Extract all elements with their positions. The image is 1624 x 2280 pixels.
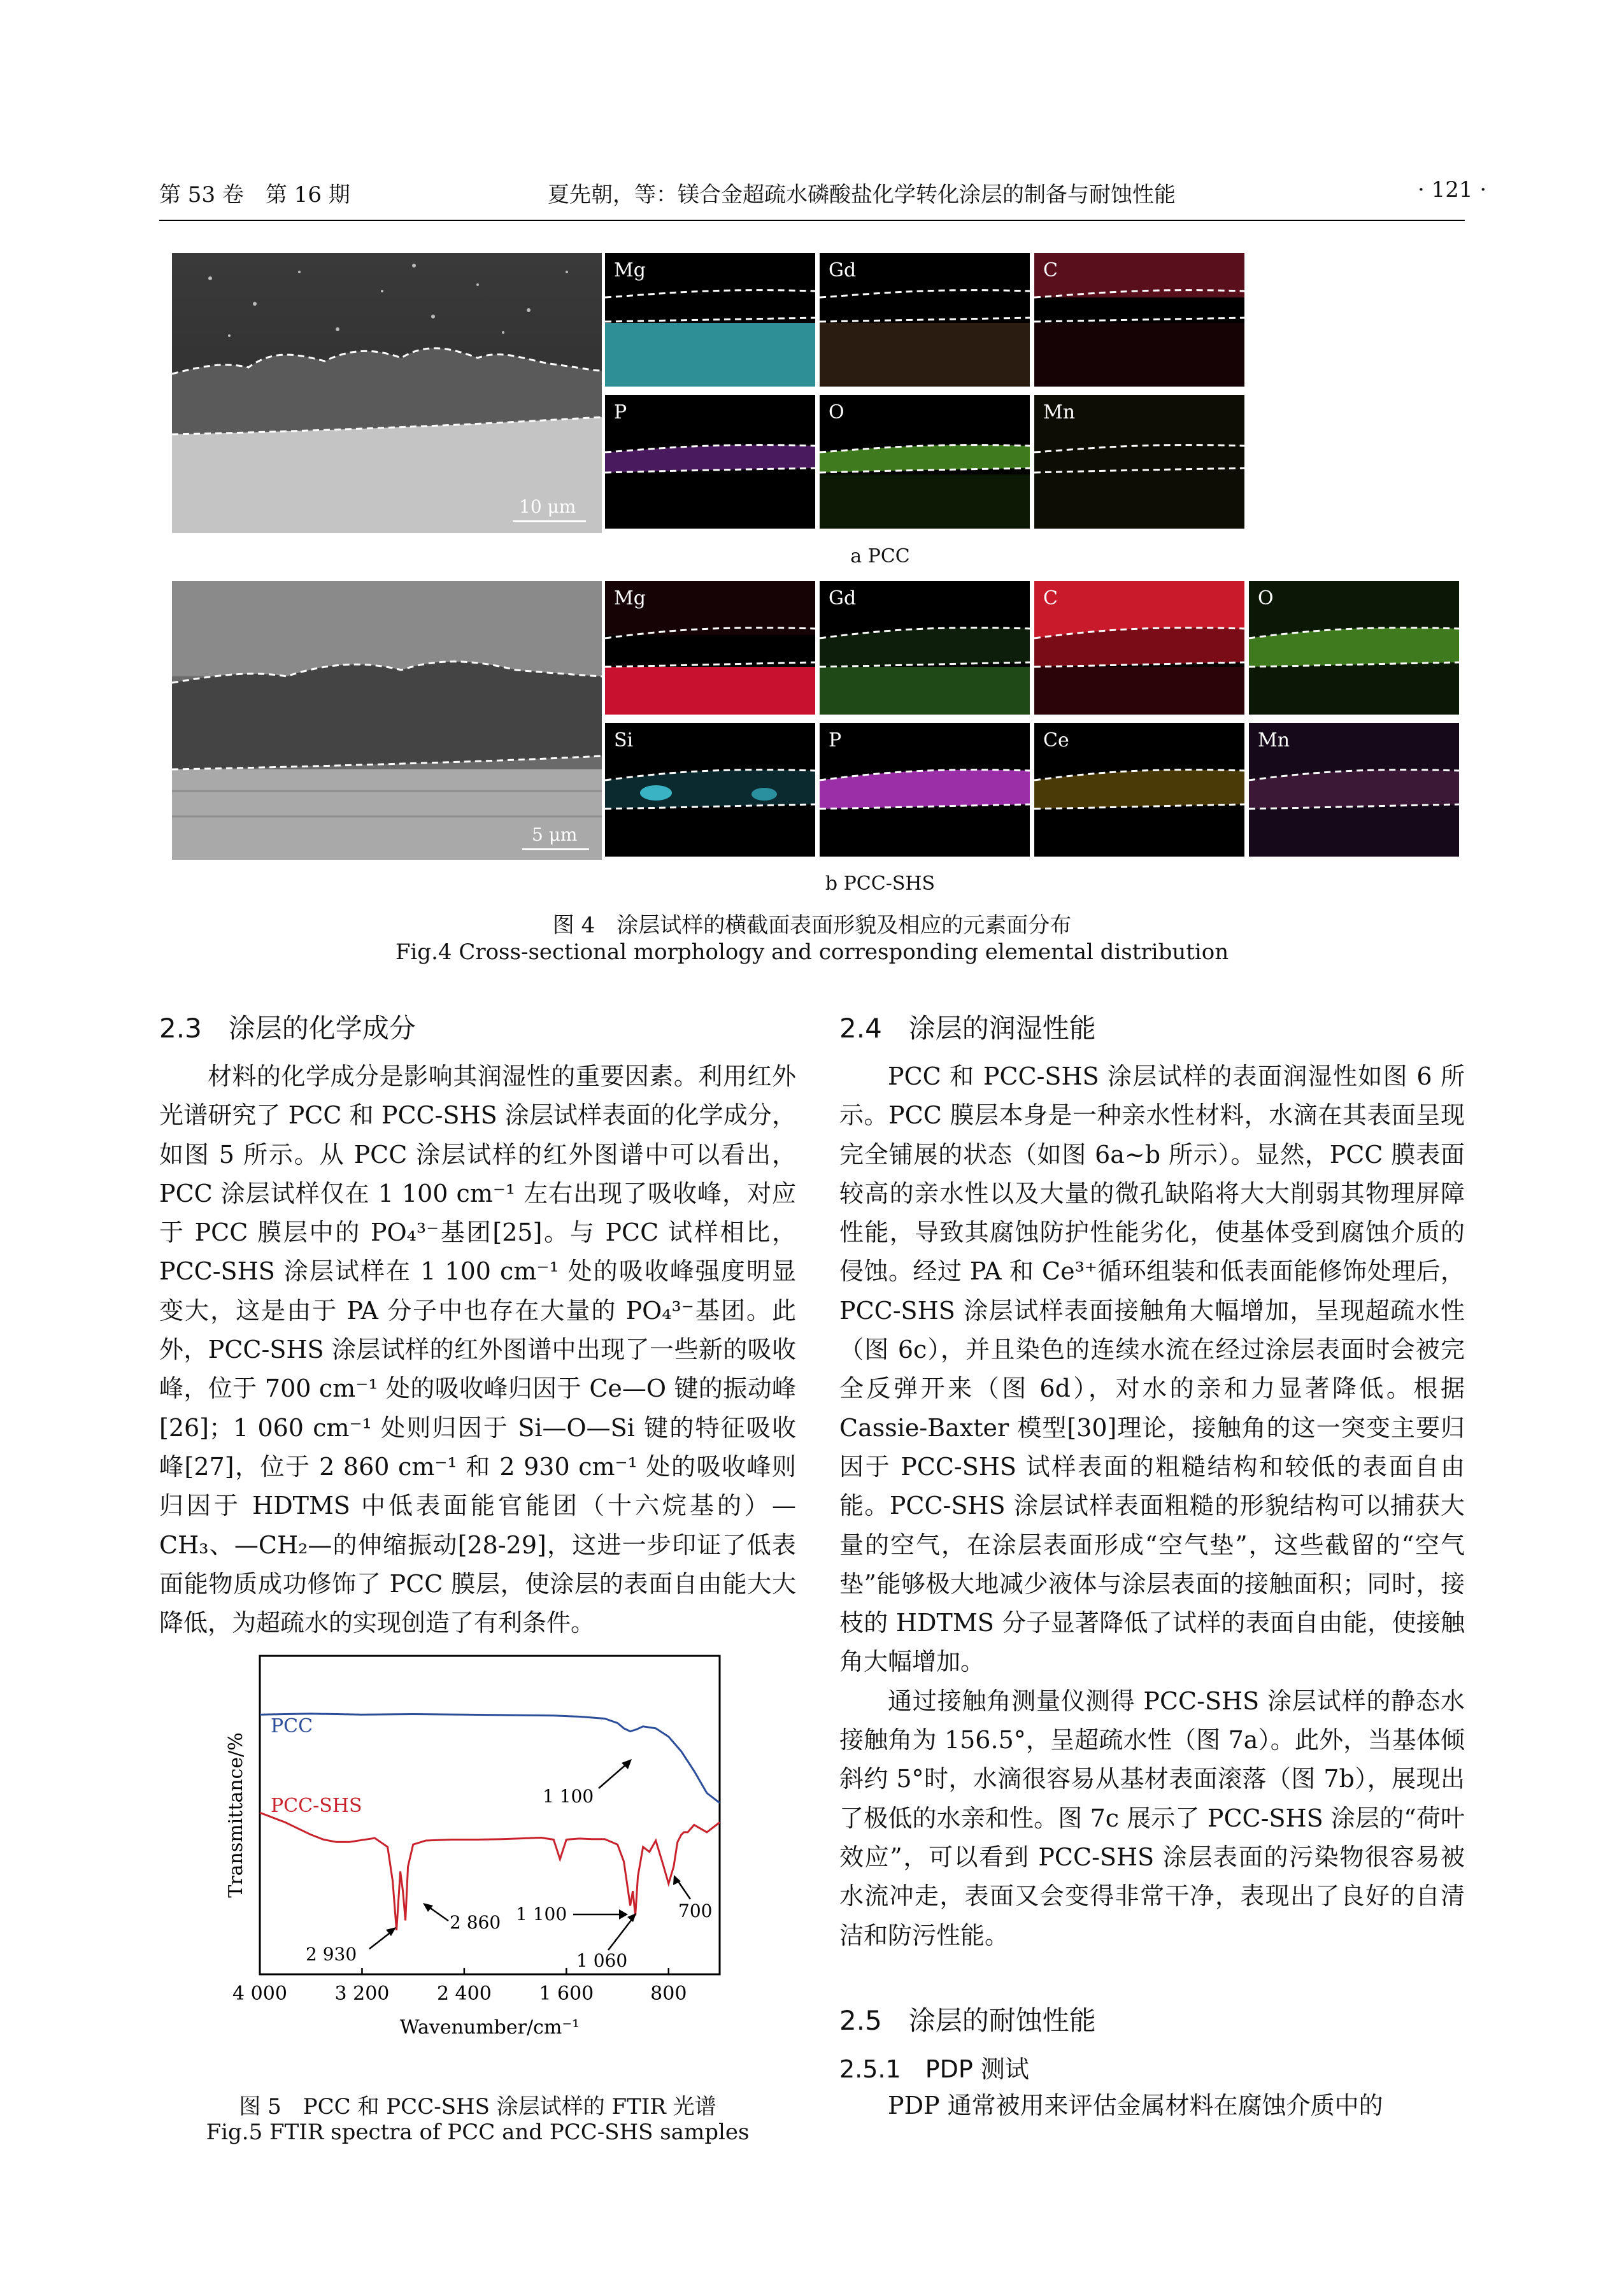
map-label: Gd bbox=[829, 587, 857, 609]
annotation-arrow-1100-pcc bbox=[599, 1763, 628, 1788]
subfigure-caption-b: b PCC-SHS bbox=[825, 873, 936, 895]
map-shs-gd bbox=[820, 581, 1030, 715]
map-pcc-o-drawing bbox=[820, 395, 1030, 529]
map-label: P bbox=[829, 729, 842, 752]
figure4-caption-zh: 图 4 涂层试样的横截面表面形貌及相应的元素面分布 bbox=[552, 913, 1072, 938]
journal-volume-issue: 第 53 卷 第 16 期 bbox=[159, 182, 350, 208]
sem-image-pcc-shs-drawing bbox=[172, 581, 602, 860]
map-pcc-mn bbox=[1034, 395, 1244, 529]
sem-image-pcc-shs bbox=[172, 581, 602, 860]
x-tick-label: 800 bbox=[650, 1983, 687, 2005]
sem-image-pcc-drawing bbox=[172, 253, 602, 533]
map-shs-p-drawing bbox=[820, 723, 1030, 857]
scale-bar-pcc-shs bbox=[522, 848, 589, 850]
annotation-arrowhead-2860 bbox=[423, 1903, 433, 1912]
ftir-chart bbox=[217, 1649, 790, 2044]
map-label: Mg bbox=[614, 259, 646, 281]
header-rule bbox=[159, 220, 1465, 221]
section-2-4-body bbox=[839, 1057, 1465, 1955]
x-tick-label: 2 400 bbox=[436, 1983, 492, 2005]
section-2-5-1-heading: 2.5.1 PDP 测试 bbox=[839, 2055, 1029, 2083]
map-pcc-c bbox=[1034, 253, 1244, 387]
map-shs-o bbox=[1249, 581, 1459, 715]
annotation-2860: 2 860 bbox=[450, 1912, 501, 1933]
map-pcc-c-drawing bbox=[1034, 253, 1244, 387]
map-pcc-mg bbox=[605, 253, 815, 387]
map-pcc-gd bbox=[820, 253, 1030, 387]
annotation-1060: 1 060 bbox=[576, 1950, 628, 1971]
section-2-4-heading: 2.4 涂层的润湿性能 bbox=[839, 1013, 1096, 1044]
figure5-caption-zh: 图 5 PCC 和 PCC-SHS 涂层试样的 FTIR 光谱 bbox=[239, 2094, 716, 2120]
section-2-4-paragraph-2: 通过接触角测量仪测得 PCC-SHS 涂层试样的静态水接触角为 156.5°，呈超疏水性（图 7a）。此外，当基体倾斜约 5°时，水滴很容易从基材表面滚落（图 7b），展现出了极低的水亲和性。图 7c 展示了 PCC-SHS 涂层的“荷叶效应”，可以看到 PCC-SHS 涂层表面的污染物很容易被水流冲走，表面又会变得非常干净，表现出了良好的自清洁和防污性能。 bbox=[839, 1686, 1465, 1949]
map-label: Gd bbox=[829, 259, 857, 281]
map-label: C bbox=[1043, 587, 1058, 609]
series-pcc-line bbox=[260, 1714, 720, 1803]
annotation-700: 700 bbox=[678, 1900, 713, 1921]
series-label-pcc: PCC bbox=[271, 1715, 313, 1737]
annotation-2930: 2 930 bbox=[306, 1944, 357, 1965]
map-shs-mg bbox=[605, 581, 815, 715]
section-2-5-heading: 2.5 涂层的耐蚀性能 bbox=[839, 2005, 1096, 2036]
annotation-arrow-1060 bbox=[608, 1917, 634, 1950]
scale-label-pcc-shs: 5 μm bbox=[532, 824, 578, 845]
annotations bbox=[306, 1759, 712, 1971]
map-label: O bbox=[829, 401, 844, 424]
map-shs-ce bbox=[1034, 723, 1244, 857]
map-label: Mg bbox=[614, 587, 646, 609]
map-label: P bbox=[614, 401, 627, 424]
section-2-5-body bbox=[839, 2086, 1465, 2125]
annotation-1100-pcc: 1 100 bbox=[543, 1786, 594, 1807]
map-pcc-p bbox=[605, 395, 815, 529]
map-pcc-o bbox=[820, 395, 1030, 529]
x-tick-label: 4 000 bbox=[232, 1983, 287, 2005]
scale-label-pcc: 10 μm bbox=[519, 496, 576, 517]
section-2-3-heading: 2.3 涂层的化学成分 bbox=[159, 1013, 416, 1044]
subfigure-caption-a: a PCC bbox=[850, 545, 910, 567]
map-label: Mn bbox=[1258, 729, 1290, 752]
map-label: C bbox=[1043, 259, 1058, 281]
section-2-5-paragraph: PDP 通常被用来评估金属材料在腐蚀介质中的 bbox=[888, 2091, 1383, 2120]
map-shs-si-drawing bbox=[605, 723, 815, 857]
y-axis-label: Transmittance/% bbox=[225, 1732, 247, 1898]
x-tick-label: 1 600 bbox=[539, 1983, 594, 2005]
annotation-arrowhead-1100-shs bbox=[619, 1909, 628, 1920]
annotation-1100-shs: 1 100 bbox=[516, 1904, 567, 1925]
figure5-caption-en: Fig.5 FTIR spectra of PCC and PCC-SHS samples bbox=[206, 2120, 750, 2145]
annotation-arrowhead-1060 bbox=[627, 1913, 636, 1922]
map-shs-c-drawing bbox=[1034, 581, 1244, 715]
map-shs-c bbox=[1034, 581, 1244, 715]
annotation-arrow-2930 bbox=[369, 1931, 392, 1949]
map-label: O bbox=[1258, 587, 1274, 609]
running-title: 夏先朝，等：镁合金超疏水磷酸盐化学转化涂层的制备与耐蚀性能 bbox=[548, 182, 1176, 208]
map-label: Ce bbox=[1043, 729, 1069, 752]
map-shs-si bbox=[605, 723, 815, 857]
figure4-caption-en: Fig.4 Cross-sectional morphology and corresponding elemental distribution bbox=[395, 939, 1229, 965]
map-pcc-p-drawing bbox=[605, 395, 815, 529]
scale-bar-pcc bbox=[513, 520, 586, 522]
map-label: Mn bbox=[1043, 401, 1076, 424]
map-shs-p bbox=[820, 723, 1030, 857]
map-label: Si bbox=[614, 729, 634, 752]
section-2-3-paragraph: 材料的化学成分是影响其润湿性的重要因素。利用红外光谱研究了 PCC 和 PCC-SHS 涂层试样表面的化学成分，如图 5 所示。从 PCC 涂层试样的红外图谱中可以看出，PCC 涂层试样仅在 1 100 cm⁻¹ 左右出现了吸收峰，对应于 PCC 膜层中的 PO₄³⁻基团[25]。与 PCC 试样相比，PCC-SHS 涂层试样在 1 100 cm⁻¹ 处的吸收峰强度明显变大，这是由于 PA 分子中也存在大量的 PO₄³⁻基团。此外，PCC-SHS 涂层试样的红外图谱中出现了一些新的吸收峰，位于 700 cm⁻¹ 处的吸收峰归因于 Ce—O 键的振动峰[26]；1 060 cm⁻¹ 处则归因于 Si—O—Si 键的特征吸收峰[27]，位于 2 860 cm⁻¹ 和 2 930 cm⁻¹ 处的吸收峰则归因于 HDTMS 中低表面能官能团（十六烷基的）—CH₃、—CH₂—的伸缩振动[28-29]，这进一步印证了低表面能物质成功修饰了 PCC 膜层，使涂层的表面自由能大大降低，为超疏水的实现创造了有利条件。 bbox=[159, 1062, 796, 1637]
x-axis-label: Wavenumber/cm⁻¹ bbox=[399, 2016, 580, 2039]
map-shs-o-drawing bbox=[1249, 581, 1459, 715]
series-label-pcc-shs: PCC-SHS bbox=[271, 1795, 362, 1817]
x-tick-label: 3 200 bbox=[334, 1983, 390, 2005]
section-2-3-body bbox=[159, 1057, 796, 1642]
page-number: · 121 · bbox=[1418, 177, 1487, 203]
section-2-4-paragraph-1: PCC 和 PCC-SHS 涂层试样的表面润湿性如图 6 所示。PCC 膜层本身是一种亲水性材料，水滴在其表面呈现完全铺展的状态（如图 6a~b 所示）。显然，PCC 膜表面较高的亲水性以及大量的微孔缺陷将大大削弱其物理屏障性能，导致其腐蚀防护性能劣化，使基体受到腐蚀介质的侵蚀。经过 PA 和 Ce³⁺循环组装和低表面能修饰处理后，PCC-SHS 涂层试样表面接触角大幅增加，呈现超疏水性（图 6c），并且染色的连续水流在经过涂层表面时会被完全反弹开来（图 6d），对水的亲和力显著降低。根据 Cassie-Baxter 模型[30]理论，接触角的这一突变主要归因于 PCC-SHS 试样表面的粗糙结构和较低的表面自由能。PCC-SHS 涂层试样表面粗糙的形貌结构可以捕获大量的空气，在涂层表面形成“空气垫”，这些截留的“空气垫”能够极大地减少液体与涂层表面的接触面积；同时，接枝的 HDTMS 分子显著降低了试样的表面自由能，使接触角大幅增加。 bbox=[839, 1062, 1465, 1676]
sem-image-pcc bbox=[172, 253, 602, 533]
map-shs-mn bbox=[1249, 723, 1459, 857]
